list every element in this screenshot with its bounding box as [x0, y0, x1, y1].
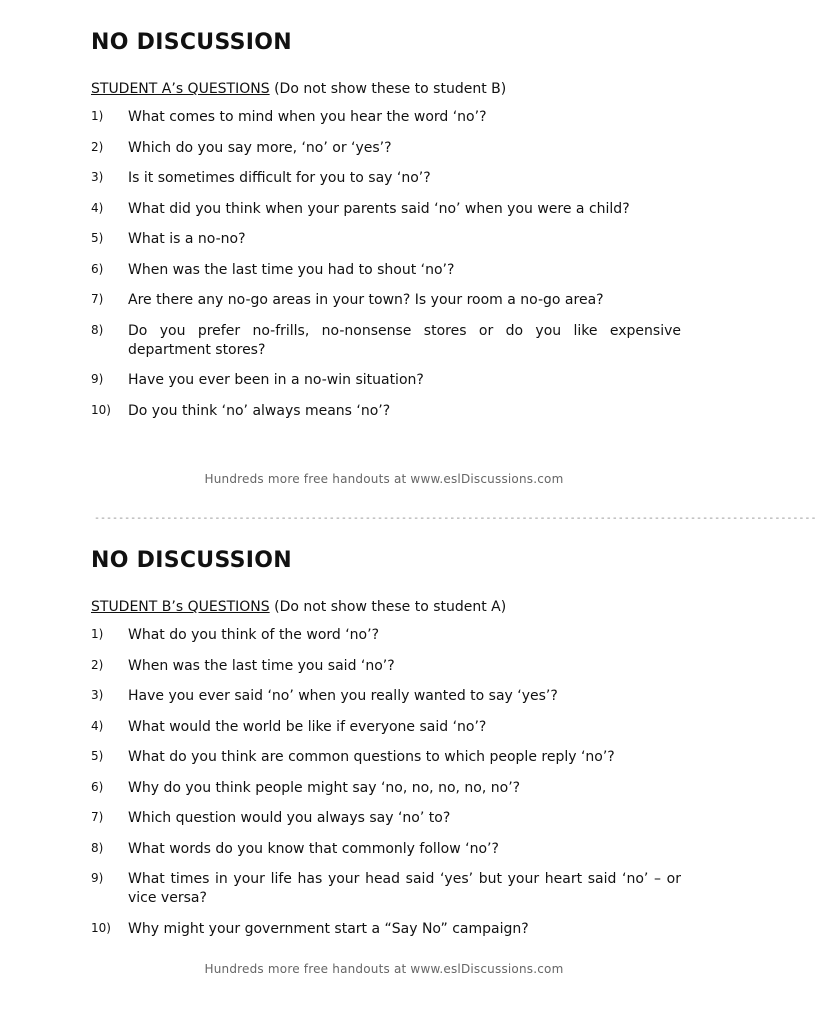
question-number: 7)	[91, 292, 104, 306]
student-a-section	[91, 28, 681, 432]
question-list	[91, 108, 681, 421]
footer-link-text: Hundreds more free handouts at www.eslDiscussions.com	[204, 962, 564, 976]
question-text: What comes to mind when you hear the word ‘no’?	[128, 109, 487, 125]
question-number: 5)	[91, 749, 104, 763]
instruction-note: (Do not show these to student B)	[274, 81, 507, 97]
page-title: NO DISCUSSION	[91, 30, 292, 55]
question-number: 7)	[91, 810, 104, 824]
cut-line-divider: ------------------------------------------------------------------------------------------------------------------------	[94, 513, 816, 524]
student-b-section	[91, 546, 681, 950]
instruction-line	[91, 80, 681, 98]
question-number: 5)	[91, 231, 104, 245]
question-item	[91, 108, 681, 127]
page-title: NO DISCUSSION	[91, 548, 292, 573]
question-text: Is it sometimes difficult for you to say ‘no’?	[128, 170, 431, 186]
question-number: 2)	[91, 139, 104, 154]
question-text: Do you think ‘no’ always means ‘no’?	[128, 402, 391, 419]
question-number: 4)	[91, 718, 104, 733]
question-number: 6)	[91, 779, 104, 794]
question-text: Why do you think people might say ‘no, no, no, no, no’?	[128, 779, 521, 796]
question-text: Are there any no-go areas in your town? Is your room a no-go area?	[128, 292, 604, 308]
question-item	[91, 402, 681, 421]
footer-link-text: Hundreds more free handouts at www.eslDiscussions.com	[204, 472, 564, 486]
question-text: Which question would you always say ‘no’ to?	[128, 810, 451, 826]
question-number: 6)	[91, 261, 104, 276]
question-number: 8)	[91, 322, 104, 337]
question-number: 1)	[91, 627, 104, 641]
question-item	[91, 230, 681, 249]
question-text: Have you ever been in a no-win situation?	[128, 372, 424, 388]
question-text: What times in your life has your head said ‘yes’ but your heart said ‘no’ – or vice versa?	[128, 871, 681, 906]
instruction-note: (Do not show these to student A)	[274, 599, 507, 615]
question-item	[91, 779, 681, 798]
question-number: 9)	[91, 871, 104, 885]
question-text: Do you prefer no-frills, no-nonsense stores or do you like expensive department stores?	[128, 322, 681, 358]
question-number: 9)	[91, 372, 104, 386]
question-item	[91, 920, 681, 939]
question-item	[91, 371, 681, 390]
question-item	[91, 291, 681, 310]
question-text: Why might your government start a “Say No” campaign?	[128, 920, 529, 937]
question-list	[91, 626, 681, 939]
question-item	[91, 200, 681, 219]
questions-heading: STUDENT B’s QUESTIONS	[91, 599, 270, 615]
question-item	[91, 809, 681, 828]
question-item	[91, 687, 681, 706]
question-number: 1)	[91, 109, 104, 123]
question-text: When was the last time you said ‘no’?	[128, 657, 395, 674]
question-text: What did you think when your parents said ‘no’ when you were a child?	[128, 200, 630, 217]
instruction-line	[91, 598, 681, 616]
question-item	[91, 748, 681, 767]
question-item	[91, 718, 681, 737]
question-text: Have you ever said ‘no’ when you really wanted to say ‘yes’?	[128, 688, 558, 704]
question-text: What do you think of the word ‘no’?	[128, 627, 379, 643]
question-text: Which do you say more, ‘no’ or ‘yes’?	[128, 139, 392, 156]
questions-heading: STUDENT A’s QUESTIONS	[91, 81, 270, 97]
question-text: What words do you know that commonly follow ‘no’?	[128, 840, 499, 857]
question-item	[91, 870, 681, 908]
question-number: 10)	[91, 402, 111, 417]
question-number: 2)	[91, 657, 104, 672]
question-item	[91, 657, 681, 676]
question-item	[91, 139, 681, 158]
question-item	[91, 322, 681, 360]
question-number: 10)	[91, 920, 111, 935]
question-item	[91, 261, 681, 280]
question-item	[91, 169, 681, 188]
question-number: 3)	[91, 170, 104, 184]
question-text: What do you think are common questions to which people reply ‘no’?	[128, 749, 615, 765]
question-number: 4)	[91, 200, 104, 215]
question-number: 8)	[91, 840, 104, 855]
question-item	[91, 840, 681, 859]
question-item	[91, 626, 681, 645]
question-text: What is a no-no?	[128, 231, 246, 247]
question-text: What would the world be like if everyone said ‘no’?	[128, 718, 487, 735]
question-text: When was the last time you had to shout ‘no’?	[128, 261, 455, 278]
question-number: 3)	[91, 688, 104, 702]
